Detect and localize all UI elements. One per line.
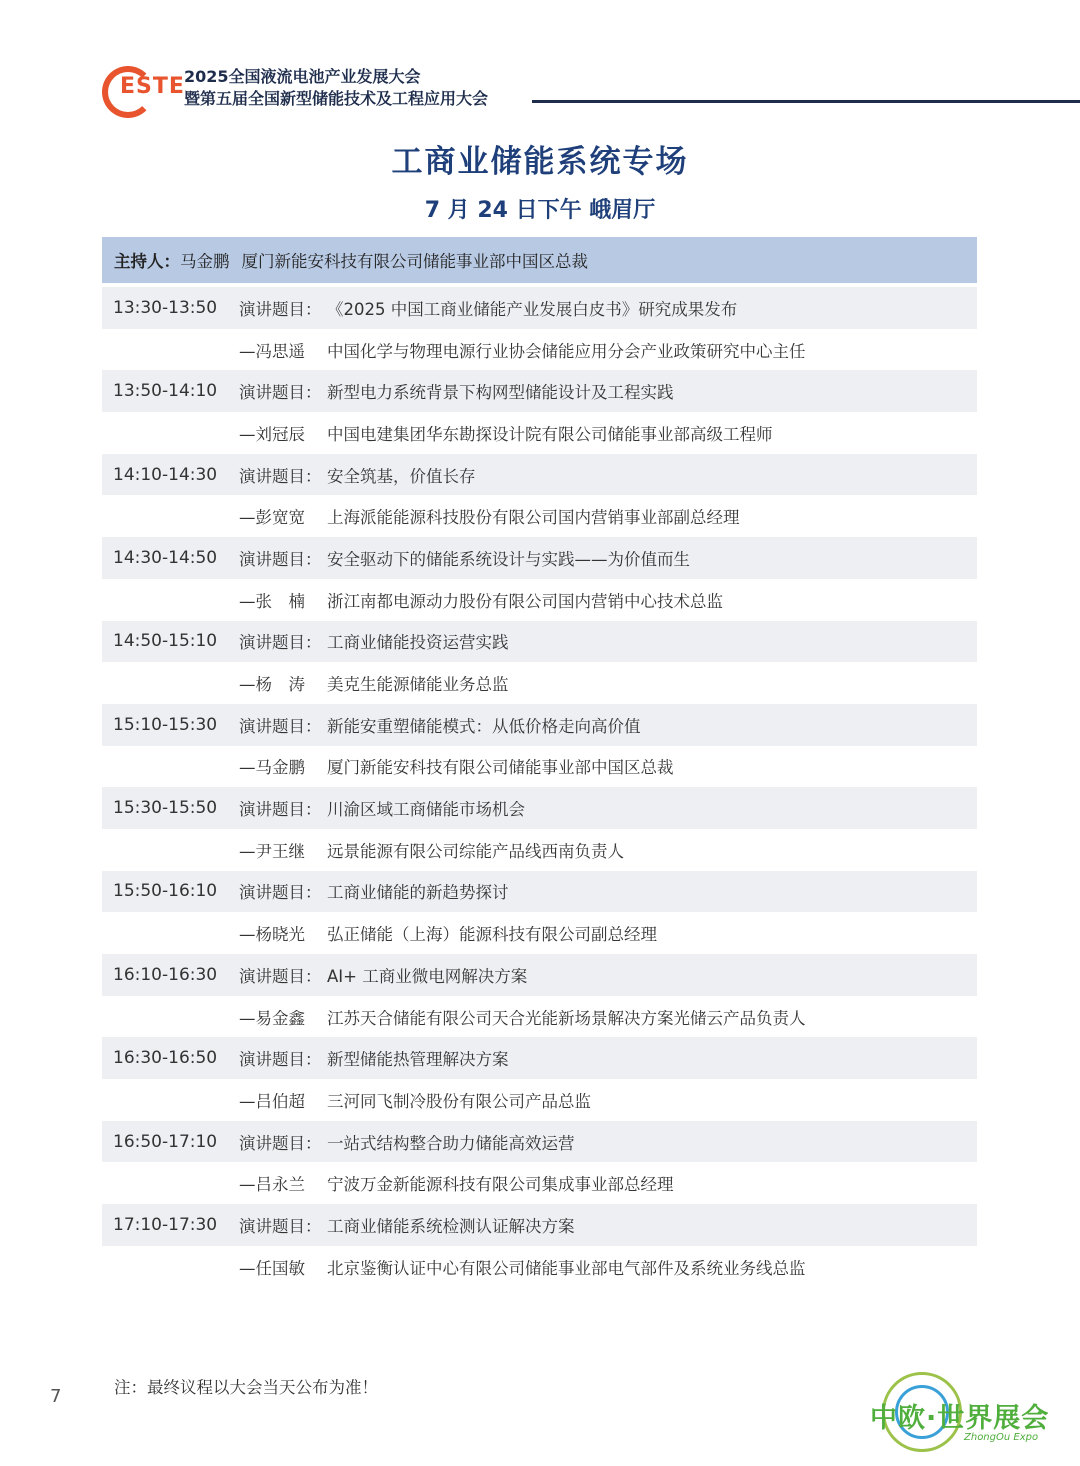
speaker-name: —刘冠辰: [239, 424, 305, 444]
speaker-name: —杨晓光: [239, 925, 305, 945]
speaker-org: 宁波万金新能源科技有限公司集成事业部总经理: [327, 1175, 674, 1195]
speaker-name: —杨 涛: [239, 675, 305, 695]
session-topic: 川渝区域工商储能市场机会: [327, 800, 525, 820]
expo-logo: [868, 1370, 1068, 1460]
host-name: 马金鹏: [180, 252, 230, 271]
topic-label: 演讲题目：: [239, 1133, 322, 1153]
header-divider: [532, 100, 1080, 103]
session-time: 14:50-15:10: [113, 631, 218, 652]
topic-label: 演讲题目：: [239, 299, 322, 319]
speaker-name: —冯思遥: [239, 341, 305, 361]
session-speaker-row: [102, 1162, 977, 1204]
topic-label: 演讲题目：: [239, 633, 322, 653]
session-topic: 一站式结构整合助力储能高效运营: [327, 1133, 575, 1153]
speaker-org: 上海派能能源科技股份有限公司国内营销事业部副总经理: [327, 508, 740, 528]
topic-label: 演讲题目：: [239, 966, 322, 986]
speaker-org: 浙江南都电源动力股份有限公司国内营销中心技术总监: [327, 591, 723, 611]
session-topic-row: [102, 454, 977, 496]
session-date-venue: 7 月 24 日下午 峨眉厅: [424, 198, 656, 223]
session-time: 14:30-14:50: [113, 547, 218, 568]
speaker-name: —易金鑫: [239, 1008, 305, 1028]
host-row: [102, 237, 977, 283]
speaker-name: —尹王继: [239, 841, 305, 861]
footnote: 注：最终议程以大会当天公布为准！: [114, 1378, 378, 1397]
session-topic-row: [102, 370, 977, 412]
speaker-name: —吕伯超: [239, 1091, 305, 1111]
session-topic-row: [102, 954, 977, 996]
session-topic: 工商业储能投资运营实践: [327, 633, 509, 653]
speaker-name: —彭宽宽: [239, 508, 305, 528]
session-time: 15:30-15:50: [113, 798, 218, 819]
session-topic: 工商业储能系统检测认证解决方案: [327, 1216, 575, 1236]
topic-label: 演讲题目：: [239, 800, 322, 820]
speaker-name: —吕永兰: [239, 1175, 305, 1195]
session-topic-row: [102, 704, 977, 746]
page-header: [100, 62, 1080, 116]
session-topic: 新型储能热管理解决方案: [327, 1050, 509, 1070]
session-time: 13:30-13:50: [113, 297, 218, 318]
session-time: 14:10-14:30: [113, 464, 218, 485]
session-topic-row: [102, 621, 977, 663]
topic-label: 演讲题目：: [239, 1216, 322, 1236]
topic-label: 演讲题目：: [239, 383, 322, 403]
speaker-org: 美克生能源储能业务总监: [327, 675, 509, 695]
conference-titles: [184, 66, 488, 110]
speaker-org: 中国化学与物理电源行业协会储能应用分会产业政策研究中心主任: [327, 341, 806, 361]
speaker-org: 远景能源有限公司综能产品线西南负责人: [327, 841, 624, 861]
session-topic: 新能安重塑储能模式：从低价格走向高价值: [327, 716, 641, 736]
session-speaker-row: [102, 1079, 977, 1121]
speaker-org: 弘正储能（上海）能源科技有限公司副总经理: [327, 925, 657, 945]
session-topic-row: [102, 1204, 977, 1246]
topic-label: 演讲题目：: [239, 1050, 322, 1070]
page-number: 7: [50, 1386, 62, 1407]
session-speaker-row: [102, 329, 977, 371]
speaker-name: —马金鹏: [239, 758, 305, 778]
session-speaker-row: [102, 746, 977, 788]
host-org: 厦门新能安科技有限公司储能事业部中国区总裁: [241, 252, 588, 271]
logo-text: ESTE: [120, 74, 185, 99]
speaker-name: —张 楠: [239, 591, 305, 611]
speaker-org: 中国电建集团华东勘探设计院有限公司储能事业部高级工程师: [327, 424, 773, 444]
page-title: 工商业储能系统专场: [391, 144, 689, 180]
session-time: 15:50-16:10: [113, 881, 218, 902]
session-speaker-row: [102, 579, 977, 621]
speaker-org: 北京鉴衡认证中心有限公司储能事业部电气部件及系统业务线总监: [327, 1258, 806, 1278]
session-topic: 新型电力系统背景下构网型储能设计及工程实践: [327, 383, 674, 403]
session-topic: AI+ 工商业微电网解决方案: [327, 966, 528, 986]
speaker-org: 三河同飞制冷股份有限公司产品总监: [327, 1091, 591, 1111]
expo-name-cn: 中欧·世界展会: [870, 1403, 1050, 1434]
speaker-org: 江苏天合储能有限公司天合光能新场景解决方案光储云产品负责人: [327, 1008, 806, 1028]
session-topic-row: [102, 1037, 977, 1079]
session-topic-row: [102, 787, 977, 829]
agenda-table: [102, 237, 977, 1288]
session-time: 17:10-17:30: [113, 1214, 218, 1235]
session-topic-row: [102, 287, 977, 329]
session-topic: 安全驱动下的储能系统设计与实践——为价值而生: [327, 549, 690, 569]
topic-label: 演讲题目：: [239, 716, 322, 736]
session-time: 13:50-14:10: [113, 381, 218, 402]
topic-label: 演讲题目：: [239, 549, 322, 569]
session-time: 16:10-16:30: [113, 964, 218, 985]
este-logo: [100, 64, 185, 114]
session-speaker-row: [102, 829, 977, 871]
session-topic: 工商业储能的新趋势探讨: [327, 883, 509, 903]
session-speaker-row: [102, 495, 977, 537]
session-time: 16:30-16:50: [113, 1048, 218, 1069]
session-speaker-row: [102, 996, 977, 1038]
speaker-name: —任国敏: [239, 1258, 305, 1278]
session-topic-row: [102, 871, 977, 913]
topic-label: 演讲题目：: [239, 466, 322, 486]
expo-name-en: ZhongOu Expo: [964, 1432, 1039, 1443]
conference-title-line1: 2025全国液流电池产业发展大会: [184, 67, 421, 86]
session-topic-row: [102, 1121, 977, 1163]
session-time: 16:50-17:10: [113, 1131, 218, 1152]
session-speaker-row: [102, 912, 977, 954]
topic-label: 演讲题目：: [239, 883, 322, 903]
speaker-org: 厦门新能安科技有限公司储能事业部中国区总裁: [327, 758, 674, 778]
session-speaker-row: [102, 1246, 977, 1288]
session-speaker-row: [102, 412, 977, 454]
session-time: 15:10-15:30: [113, 714, 218, 735]
host-label: 主持人：: [114, 252, 180, 271]
session-topic: 安全筑基，价值长存: [327, 466, 476, 486]
conference-title-line2: 暨第五届全国新型储能技术及工程应用大会: [184, 89, 489, 108]
session-topic-row: [102, 537, 977, 579]
session-topic: 《2025 中国工商业储能产业发展白皮书》研究成果发布: [327, 299, 738, 319]
session-speaker-row: [102, 662, 977, 704]
